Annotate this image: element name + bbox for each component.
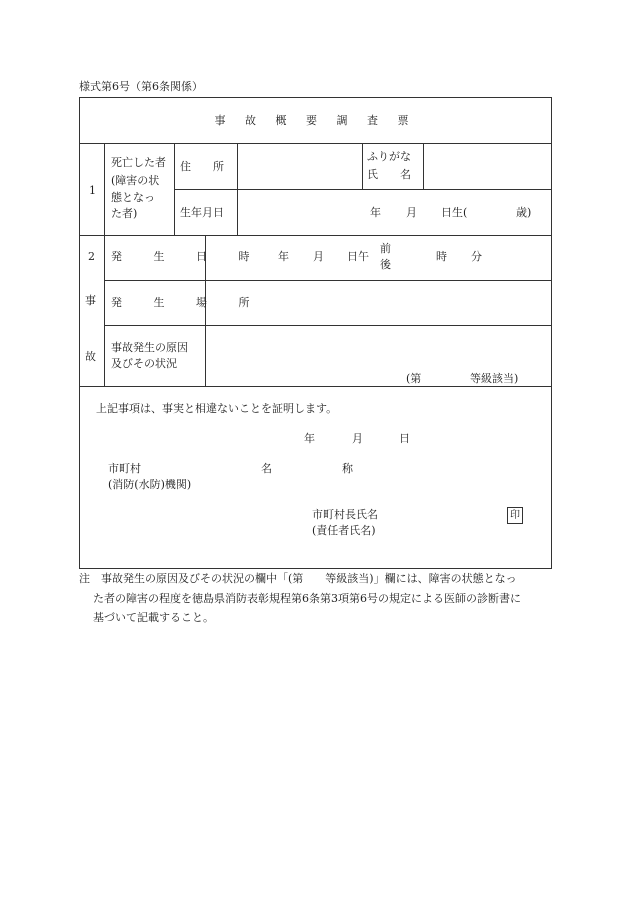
note-line2: た者の障害の程度を徳島県消防表彰規程第6条第3項第6号の規定による医師の診断書に — [93, 592, 521, 605]
agency-name-label-part2: 称 — [342, 462, 353, 475]
dt-minute: 分 — [471, 250, 482, 263]
grade-close: 等級該当) — [470, 372, 519, 385]
dt-month: 月 — [313, 250, 324, 263]
dt-gozen: 午 — [358, 250, 369, 263]
dob-field[interactable] — [238, 190, 551, 235]
section1-label-line3: 態となっ — [111, 191, 155, 204]
form-title: 事 故 概 要 調 査 票 — [214, 114, 417, 127]
furigana-label: ふりがな — [367, 150, 411, 163]
cause-label-line1: 事故発生の原因 — [111, 341, 188, 354]
dob-day-born: 日生( — [441, 206, 468, 219]
dt-go: 後 — [380, 258, 391, 271]
certification-statement: 上記事項は、事実と相違ないことを証明します。 — [96, 402, 338, 415]
grade-open: (第 — [406, 372, 422, 385]
cert-date-month: 月 — [352, 432, 363, 445]
dob-year: 年 — [370, 206, 381, 219]
section1-number: 1 — [89, 184, 96, 197]
agency-name-label-part1: 名 — [261, 462, 272, 475]
note-line1: 注 事故発生の原因及びその状況の欄中「(第 等級該当)」欄には、障害の状態となっ — [79, 572, 517, 585]
section2-label-char1: 事 — [85, 294, 96, 307]
section1-label-line2: (障害の状 — [111, 174, 160, 187]
cert-date-year: 年 — [304, 432, 315, 445]
name-label: 氏 名 — [367, 168, 411, 181]
dt-year: 年 — [278, 250, 289, 263]
agency-label-line1: 市町村 — [108, 462, 141, 475]
datetime-field[interactable] — [206, 236, 551, 280]
place-field[interactable] — [206, 281, 551, 325]
place-label: 発 生 場 所 — [111, 296, 264, 309]
mayor-label-line1: 市町村長氏名 — [312, 508, 378, 521]
address-label: 住 所 — [180, 160, 224, 173]
dob-age: 歳) — [516, 206, 532, 219]
cert-date-day: 日 — [399, 432, 410, 445]
section2-number: 2 — [88, 250, 95, 263]
mayor-label-line2: (責任者氏名) — [312, 524, 376, 537]
address-field[interactable] — [238, 144, 362, 189]
note-line3: 基づいて記載すること。 — [93, 611, 214, 624]
section1-label-line4: た者) — [111, 207, 138, 220]
seal-mark: 印 — [507, 507, 523, 524]
dt-mae: 前 — [380, 242, 391, 255]
dob-label: 生年月日 — [180, 206, 224, 219]
dob-month: 月 — [406, 206, 417, 219]
name-field[interactable] — [424, 144, 551, 189]
agency-label-line2: (消防(水防)機関) — [108, 478, 192, 491]
dt-hour: 時 — [436, 250, 447, 263]
datetime-label: 発 生 日 時 — [111, 250, 264, 263]
form-number-label: 様式第6号（第6条関係） — [79, 80, 203, 93]
section2-label-char2: 故 — [85, 350, 96, 363]
section1-label-line1: 死亡した者 — [111, 156, 166, 169]
dt-day: 日 — [347, 250, 358, 263]
cause-label-line2: 及びその状況 — [111, 357, 177, 370]
